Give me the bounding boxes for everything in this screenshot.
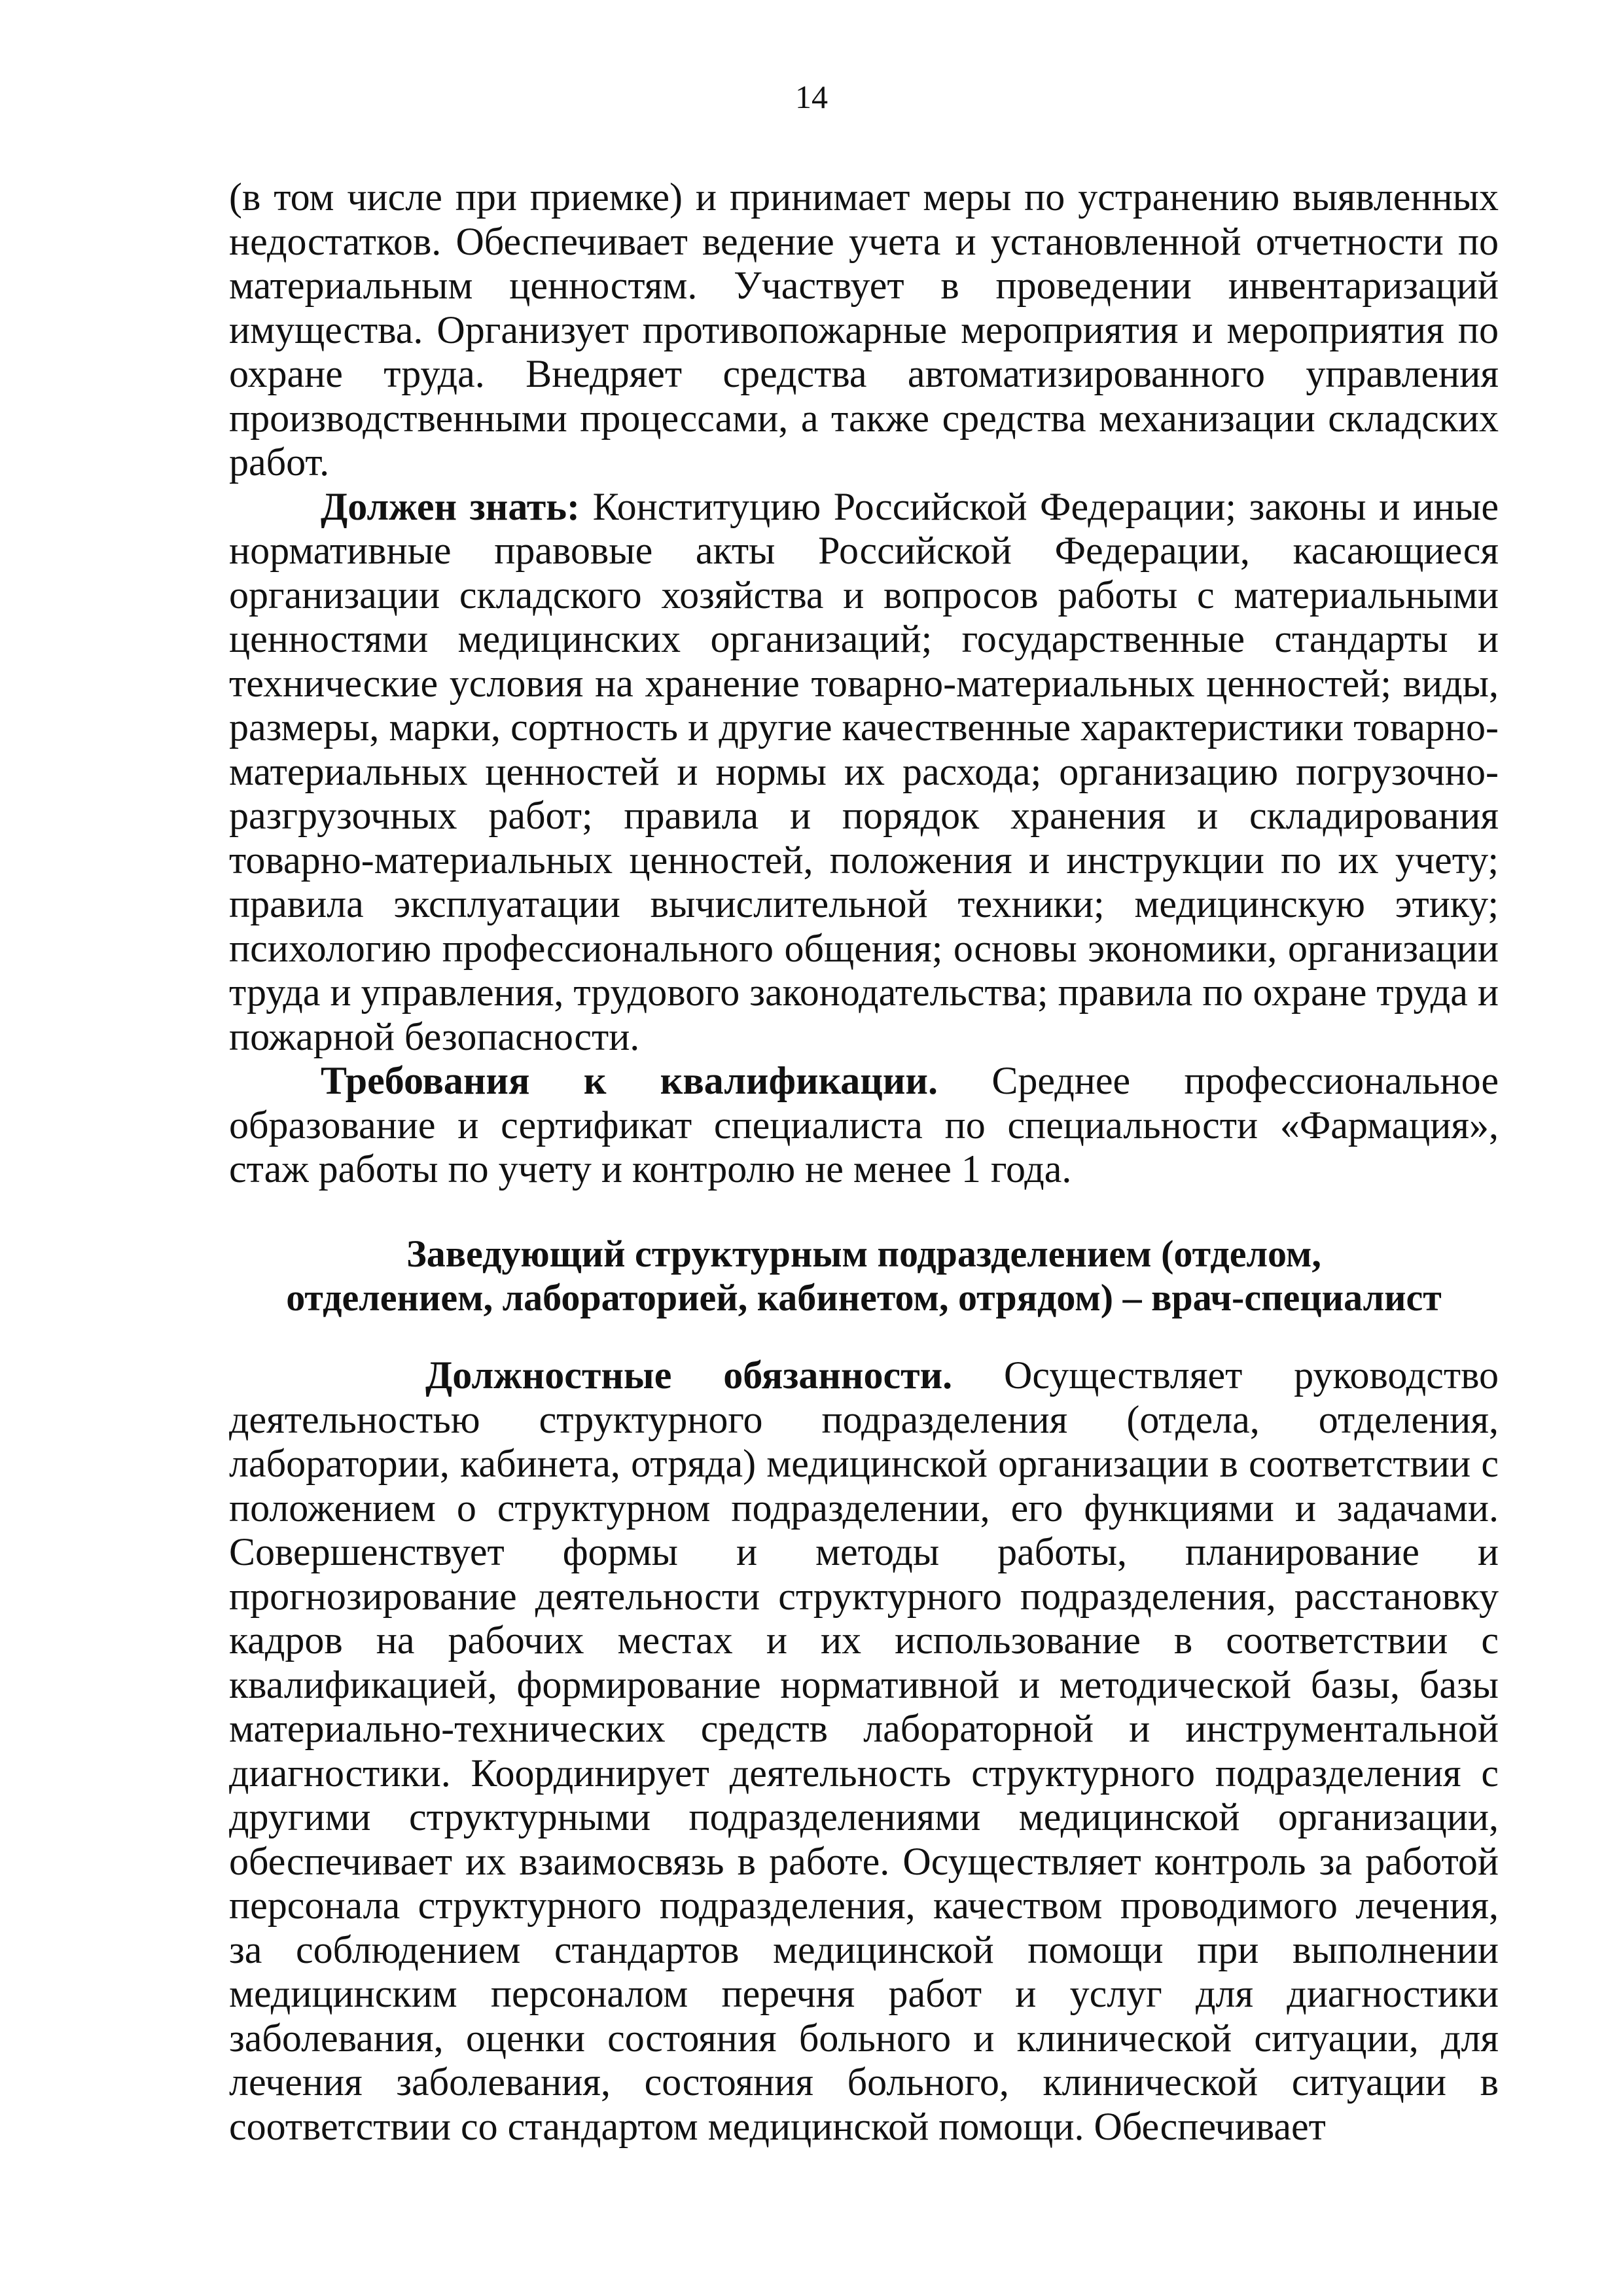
section-heading-line-1: Заведующий структурным подразделением (отделом, (406, 1232, 1321, 1275)
section-heading (229, 1232, 1499, 1319)
must-know-label: Должен знать: (321, 484, 580, 528)
section-heading-line-2: отделением, лабораторией, кабинетом, отрядом) – врач-специалист (286, 1276, 1442, 1319)
qualification-paragraph (229, 1059, 1499, 1192)
qualification-text: Среднее профессиональное образование и сертификат специалиста по специальности «Фармация», стаж работы по учету и контролю не менее 1 года. (229, 1059, 1499, 1191)
duties-paragraph (229, 1354, 1499, 2149)
must-know-paragraph (229, 485, 1499, 1060)
text-block-lower (229, 1354, 1499, 2149)
continuation-paragraph: (в том числе при приемке) и принимает меры по устранению выявленных недостатков. Обеспечивает ведение учета и установленной отчетности по материальным ценностям. Участвует в проведении инвентаризаций имущества. Организует противопожарные мероприятия и мероприятия по охране труда. Внедряет средства автоматизированного управления производственными процессами, а также средства механизации складских работ. (229, 175, 1499, 484)
text-block-upper (229, 175, 1499, 1192)
duties-text: Осуществляет руководство деятельностью структурного подразделения (отдела, отделения, лаборатории, кабинета, отряда) медицинской организации в соответствии с положением о структурном подразделении, его функциями и задачами. Совершенствует формы и методы работы, планирование и прогнозирование деятельности структурного подразделения, расстановку кадров на рабочих местах и их использование в соответствии с квалификацией, формирование нормативной и методической базы, базы материально-технических средств лабораторной и инструментальной диагностики. Координирует деятельность структурного подразделения с другими структурными подразделениями медицинской организации, обеспечивает их взаимосвязь в работе. Осуществляет контроль за работой персонала структурного подразделения, качеством проводимого лечения, за соблюдением стандартов медицинской помощи при выполнении медицинским персоналом перечня работ и услуг для диагностики заболевания, оценки состояния больного и клинической ситуации, для лечения заболевания, состояния больного, клинической ситуации в соответствии со стандартом медицинской помощи. Обеспечивает (229, 1354, 1499, 2148)
page-number: 14 (795, 79, 828, 115)
qualification-label: Требования к квалификации. (321, 1059, 938, 1102)
must-know-text: Конституцию Российской Федерации; законы и иные нормативные правовые акты Российской Федерации, касающиеся организации складского хозяйства и вопросов работы с материальными ценностями медицинских организаций; государственные стандарты и технические условия на хранение товарно-материальных ценностей; виды, размеры, марки, сортность и другие качественные характеристики товарно-материальных ценностей и нормы их расхода; организацию погрузочно-разгрузочных работ; правила и порядок хранения и складирования товарно-материальных ценностей, положения и инструкции по их учету; правила эксплуатации вычислительной техники; медицинскую этику; психологию профессионального общения; основы экономики, организации труда и управления, трудового законодательства; правила по охране труда и пожарной безопасности. (229, 484, 1499, 1058)
duties-label: Должностные обязанности. (425, 1354, 953, 1397)
